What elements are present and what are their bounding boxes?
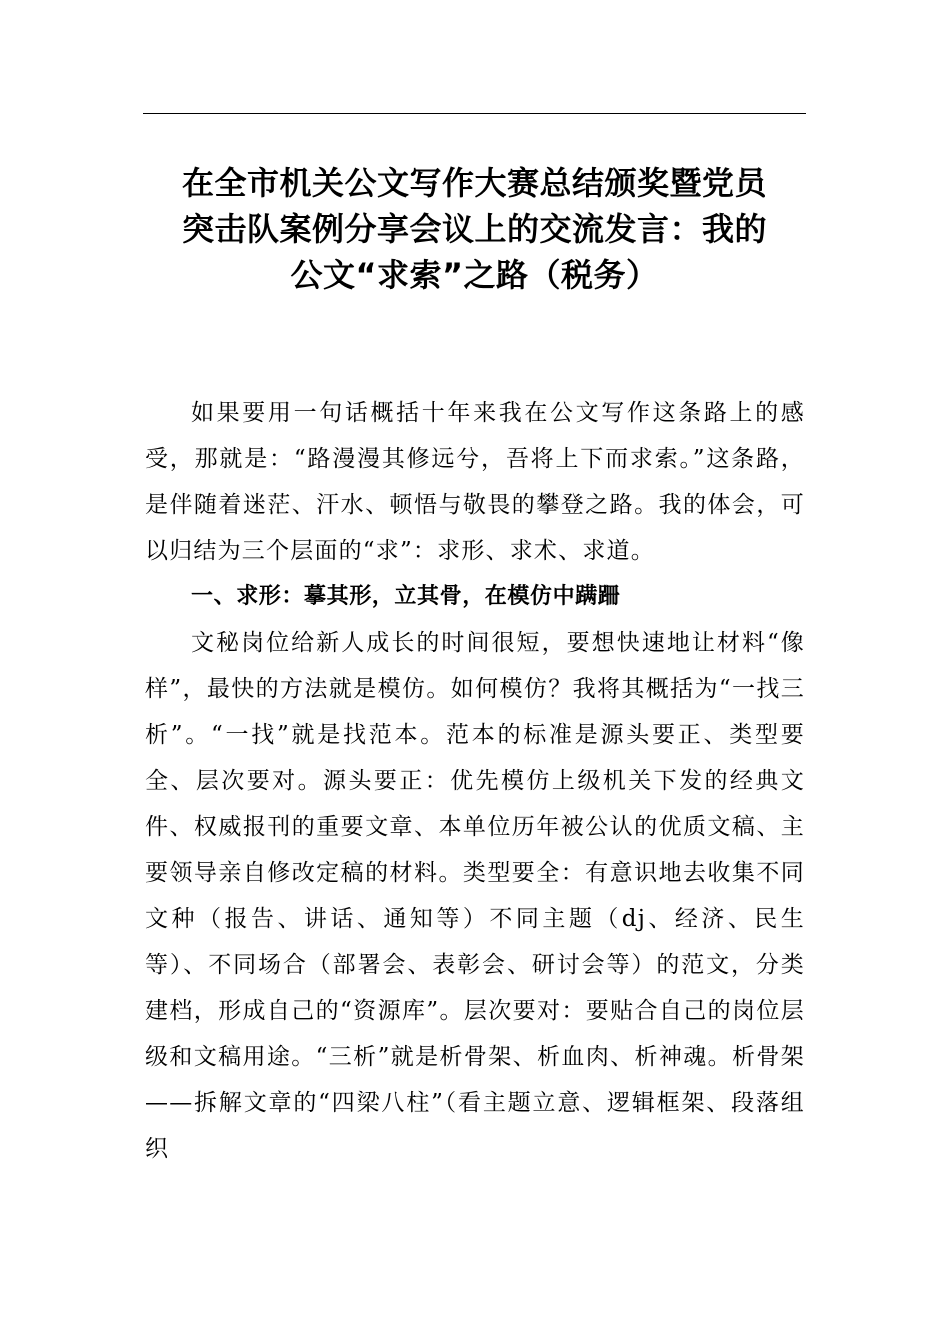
title-line-2: 突击队案例分享会议上的交流发言：我的 [181, 210, 767, 248]
title-line-3: 公文“求索”之路（税务） [290, 256, 659, 294]
document-body [145, 390, 805, 1172]
header-rule [143, 113, 806, 114]
title-line-1: 在全市机关公文写作大赛总结颁奖暨党员 [181, 164, 767, 202]
document-title [143, 160, 806, 298]
section-heading: 一、求形：摹其形，立其骨，在模仿中蹒跚 [191, 584, 621, 609]
intro-paragraph: 如果要用一句话概括十年来我在公文写作这条路上的感受，那就是：“路漫漫其修远兮，吾将上下而求索。”这条路，是伴随着迷茫、汗水、顿悟与敬畏的攀登之路。我的体会，可以归结为三个层面的“求”：求形、求术、求道。 [145, 400, 805, 564]
section-paragraph: 文秘岗位给新人成长的时间很短，要想快速地让材料“像样”，最快的方法就是模仿。如何模仿？我将其概括为“一找三析”。“一找”就是找范本。范本的标准是源头要正、类型要全、层次要对。源头要正：优先模仿上级机关下发的经典文件、权威报刊的重要文章、本单位历年被公认的优质文稿、主要领导亲自修改定稿的材料。类型要全：有意识地去收集不同文种（报告、讲话、通知等）不同主题（dj、经济、民生等）、不同场合（部署会、表彰会、研讨会等）的范文，分类建档，形成自己的“资源库”。层次要对：要贴合自己的岗位层级和文稿用途。“三析”就是析骨架、析血肉、析神魂。析骨架——拆解文章的“四梁八柱”（看主题立意、逻辑框架、段落组织 [145, 630, 805, 1162]
